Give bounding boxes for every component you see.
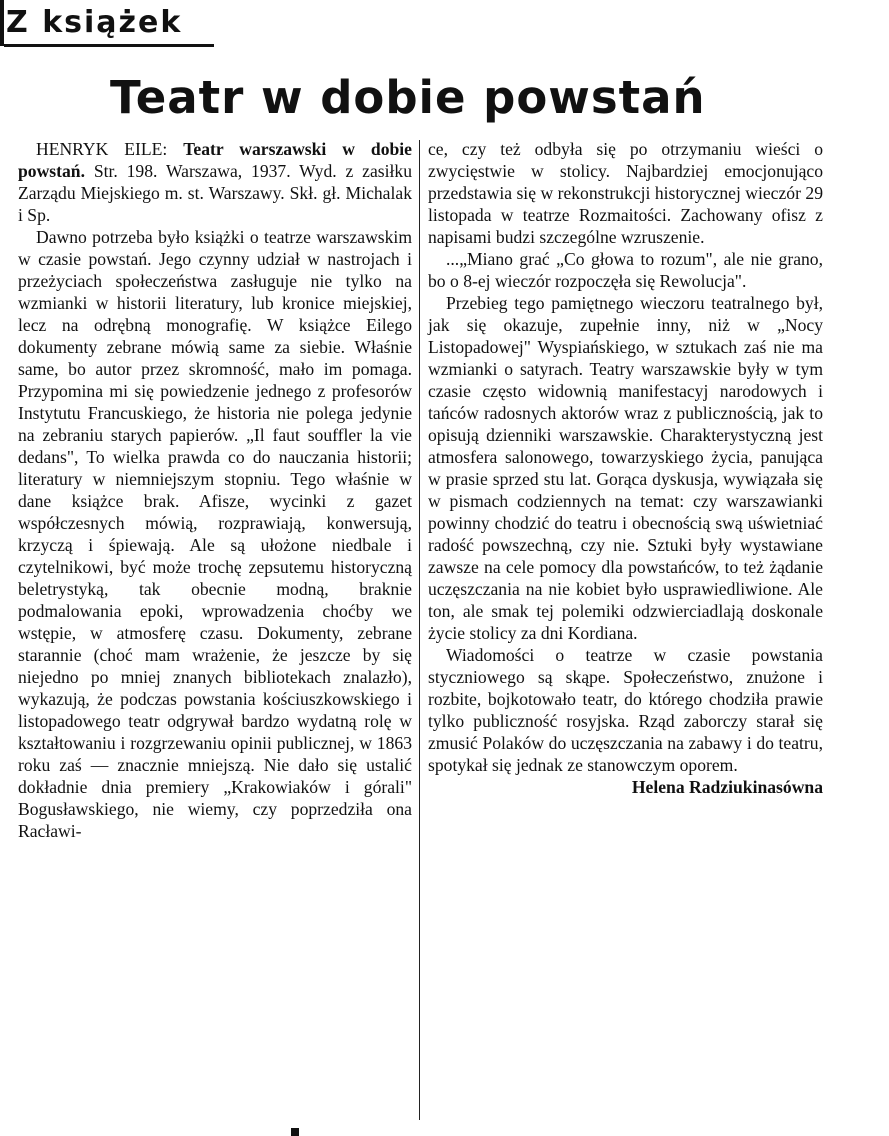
- article-paragraph: Dawno potrzeba było książki o teatrze warszawskim w czasie powstań. Jego czynny udział w nastrojach i przeżyciach społeczeństwa zasługuje nie tylko na wzmianki w historii literatury, lub kronice miejskiej, lecz na odrębną monografię. W książce Eilego dokumenty zebrane mówią same za siebie. Właśnie same, bo autor przez skromność, mało im pomaga. Przypomina mi się powiedzenie jednego z profesorów Instytutu Francuskiego, że historia nie polega jedynie na zebraniu starych papierów. „Il faut souffler la vie dedans", To wielka prawda co do nauczania historii; literatury w niemniejszym stopniu. Tego właśnie w dane książce brak. Afisze, wycinki z gazet współczesnych mówią, rozprawiają, konwersują, krzyczą i śpiewają. Ale są ułożone niedbale i czytelnikowi, być może trochę zepsutemu historyczną beletrystyką, tak obecnie modną, braknie podmalowania epoki, wprowadzenia choćby we wstępie, w atmosferę czasu. Dokumenty, zebrane starannie (choć mam wrażenie, że jeszcze by się niejedno po mniej znanych bibliotekach znalazło), wykazują, że podczas powstania kościuszkowskiego i listopadowego teatr odgrywał bardzo wydatną rolę w kształtowaniu i rozgrzewaniu opinii publicznej, w 1863 roku zaś — znacznie mniejszą. Nie dało się ustalić dokładnie dnia premiery „Krakowiaków i górali" Bogusławskiego, nie wiemy, czy poprzedziła ona Racławi-: [18, 227, 412, 841]
- right-column: [428, 138, 823, 798]
- section-label-underline: [4, 44, 214, 47]
- article-quote: ...„Miano grać „Co głowa to rozum", ale nie grano, bo o 8-ej wieczór rozpoczęła się Rewolucja".: [428, 249, 823, 291]
- article-paragraph: Przebieg tego pamiętnego wieczoru teatralnego był, jak się okazuje, zupełnie inny, niż w „Nocy Listopadowej" Wyspiańskiego, w sztukach zaś nie ma wzmianki o satyrach. Teatry warszawskie były w tym czasie często widownią manifestacyj narodowych i tańców radosnych aktorów wraz z publicznością, jak to opisują dzienniki warszawskie. Charakterystyczną jest atmosfera salonowego, towarzyskiego życia, panująca w prasie sprzed stu lat. Gorąca dyskusja, wywiązała się w pismach codziennych na temat: czy warszawianki powinny chodzić do teatru i obecnością swą uświetniać radość powszechną, czy nie. Sztuki były wystawiane zawsze na cele pomocy dla powstańców, to też żądanie uczęszczania na nie kobiet było usprawiedliwione. Ale ton, ale smak tej polemiki odzwierciadlają doskonale życie stolicy za dni Kordiana.: [428, 293, 823, 643]
- article-paragraph: ce, czy też odbyła się po otrzymaniu wieści o zwycięstwie w stolicy. Najbardziej emocjonująco przedstawia się w rekonstrukcji historycznej wieczór 29 listopada w teatrze Rozmaitości. Zachowany ofisz z napisami budzi szczególne wzruszenie.: [428, 139, 823, 247]
- article-paragraph: Wiadomości o teatrze w czasie powstania styczniowego są skąpe. Społeczeństwo, znużone i rozbite, bojkotowało teatr, do którego chodziła prawie tylko publiczność rosyjska. Rząd zaborczy starał się zmusić Polaków do uczęszczania na zabawy i do teatru, spotykał się jednak ze stanowczym oporem.: [428, 645, 823, 775]
- section-label: Z książek: [6, 5, 183, 40]
- left-column: [18, 138, 412, 842]
- column-divider: [419, 140, 420, 1120]
- print-mark: [291, 1128, 299, 1136]
- book-citation: [18, 138, 412, 226]
- citation-title: Teatr warszawski w dobie powstań.: [18, 139, 412, 181]
- section-label-rule: [0, 0, 4, 46]
- citation-details: Str. 198. Warszawa, 1937. Wyd. z zasiłku Zarządu Miejskiego m. st. Warszawy. Skł. gł. Michalak i Sp.: [18, 161, 412, 225]
- article-headline: Teatr w dobie powstań: [110, 71, 706, 124]
- citation-author: HENRYK EILE:: [36, 139, 168, 159]
- author-byline: Helena Radziukinasówna: [631, 777, 823, 797]
